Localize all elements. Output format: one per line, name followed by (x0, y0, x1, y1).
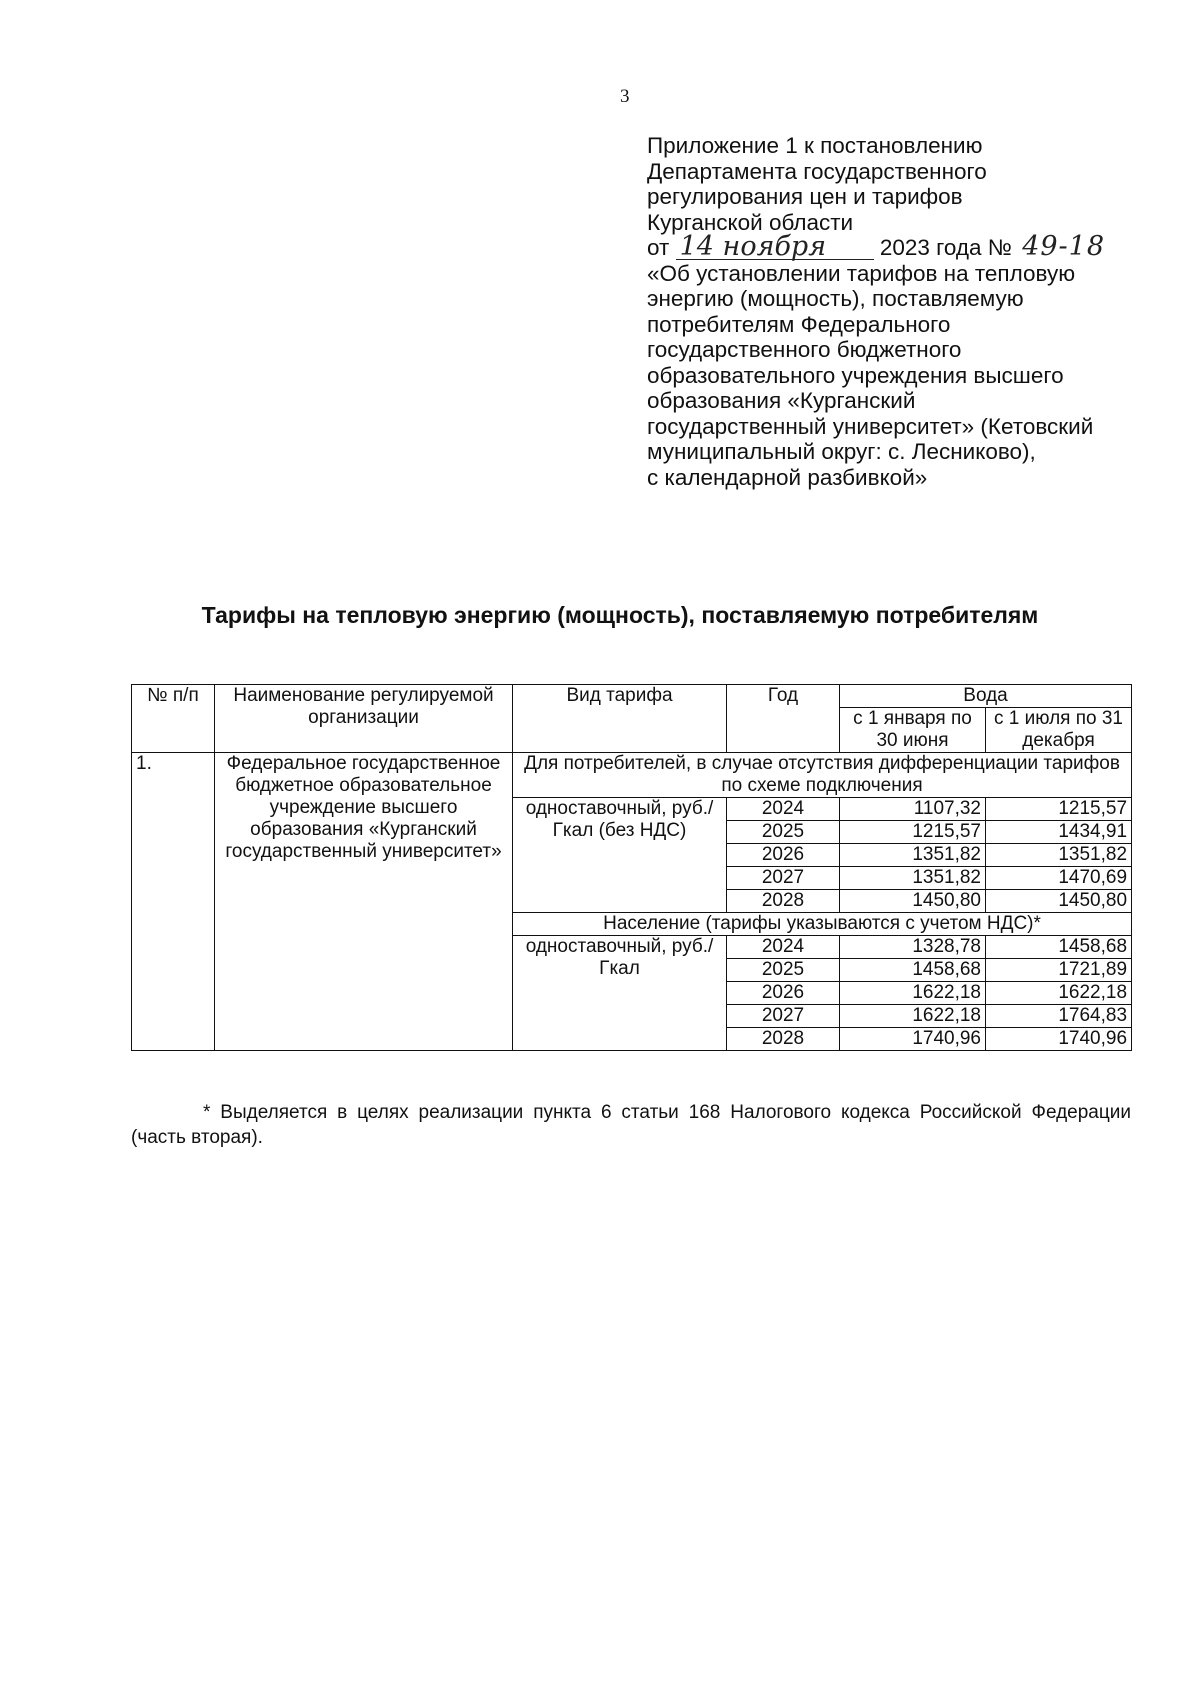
date-prefix: от (647, 235, 670, 260)
header-num: № п/п (132, 685, 215, 753)
year-cell: 2025 (727, 821, 840, 844)
appendix-line: регулирования цен и тарифов (647, 184, 963, 209)
tariff-type-cell: одноставочный, руб./Гкал (без НДС) (513, 798, 727, 913)
header-water: Вода (840, 685, 1132, 708)
year-text: 2023 года № (879, 235, 1012, 260)
row-number: 1. (132, 753, 215, 1051)
subject-line: муниципальный округ: с. Лесниково), (647, 439, 1036, 464)
tariff-table (131, 684, 1132, 1051)
page-number: 3 (620, 86, 630, 107)
year-cell: 2025 (727, 959, 840, 982)
value-cell: 1458,68 (840, 959, 986, 982)
value-cell: 1215,57 (840, 821, 986, 844)
year-cell: 2024 (727, 936, 840, 959)
appendix-line: Приложение 1 к постановлению (647, 133, 983, 158)
subject-line: образовательного учреждения высшего (647, 362, 1064, 388)
year-cell: 2028 (727, 890, 840, 913)
year-cell: 2024 (727, 798, 840, 821)
value-cell: 1450,80 (840, 890, 986, 913)
value-cell: 1351,82 (840, 844, 986, 867)
appendix-line: Курганской области (647, 209, 854, 235)
value-cell: 1328,78 (840, 936, 986, 959)
footnote: * Выделяется в целях реализации пункта 6 статьи 168 Налогового кодекса Российской Федерации (часть вторая). (131, 1102, 1131, 1148)
year-cell: 2028 (727, 1028, 840, 1051)
value-cell: 1740,96 (840, 1028, 986, 1051)
value-cell: 1351,82 (840, 867, 986, 890)
value-cell: 1764,83 (986, 1005, 1132, 1028)
handwritten-number: 49-18 (1022, 231, 1106, 262)
year-cell: 2027 (727, 867, 840, 890)
header-period-2: с 1 июля по 31 декабря (986, 708, 1132, 753)
value-cell: 1622,18 (986, 982, 1132, 1005)
table-header-row (132, 685, 1132, 708)
section-caption: Население (тарифы указываются с учетом НДС)* (513, 913, 1132, 936)
header-year: Год (727, 685, 840, 753)
year-cell: 2026 (727, 982, 840, 1005)
section-caption: Для потребителей, в случае отсутствия дифференциации тарифов по схеме подключения (513, 753, 1132, 798)
section-caption-row (132, 753, 1132, 798)
value-cell: 1721,89 (986, 959, 1132, 982)
value-cell: 1458,68 (986, 936, 1132, 959)
handwritten-date: 14 ноября (676, 235, 874, 260)
subject-line: образования «Курганский (647, 388, 916, 413)
appendix-line: Департамента государственного (647, 158, 987, 184)
subject-line: с календарной разбивкой» (647, 464, 928, 490)
organization-name: Федеральное государственное бюджетное образовательное учреждение высшего образования «Курганский государственный университет» (215, 753, 513, 1051)
value-cell: 1622,18 (840, 982, 986, 1005)
value-cell: 1470,69 (986, 867, 1132, 890)
header-period-1: с 1 января по 30 июня (840, 708, 986, 753)
year-cell: 2026 (727, 844, 840, 867)
appendix-block (647, 133, 1167, 490)
subject-line: государственный университет» (Кетовский (647, 413, 1094, 439)
value-cell: 1107,32 (840, 798, 986, 821)
header-tariff-type: Вид тарифа (513, 685, 727, 753)
subject-line: государственного бюджетного (647, 337, 962, 362)
appendix-date-line (647, 231, 1167, 262)
value-cell: 1351,82 (986, 844, 1132, 867)
tariff-type-cell: одноставочный, руб./Гкал (513, 936, 727, 1051)
year-cell: 2027 (727, 1005, 840, 1028)
value-cell: 1215,57 (986, 798, 1132, 821)
subject-line: энергию (мощность), поставляемую (647, 286, 1024, 311)
document-title: Тарифы на тепловую энергию (мощность), поставляемую потребителям (201, 602, 1039, 628)
value-cell: 1434,91 (986, 821, 1132, 844)
subject-line: «Об установлении тарифов на тепловую (647, 260, 1076, 286)
subject-line: потребителям Федерального (647, 311, 951, 337)
value-cell: 1450,80 (986, 890, 1132, 913)
header-org: Наименование регулируемой организации (215, 685, 513, 753)
value-cell: 1740,96 (986, 1028, 1132, 1051)
value-cell: 1622,18 (840, 1005, 986, 1028)
